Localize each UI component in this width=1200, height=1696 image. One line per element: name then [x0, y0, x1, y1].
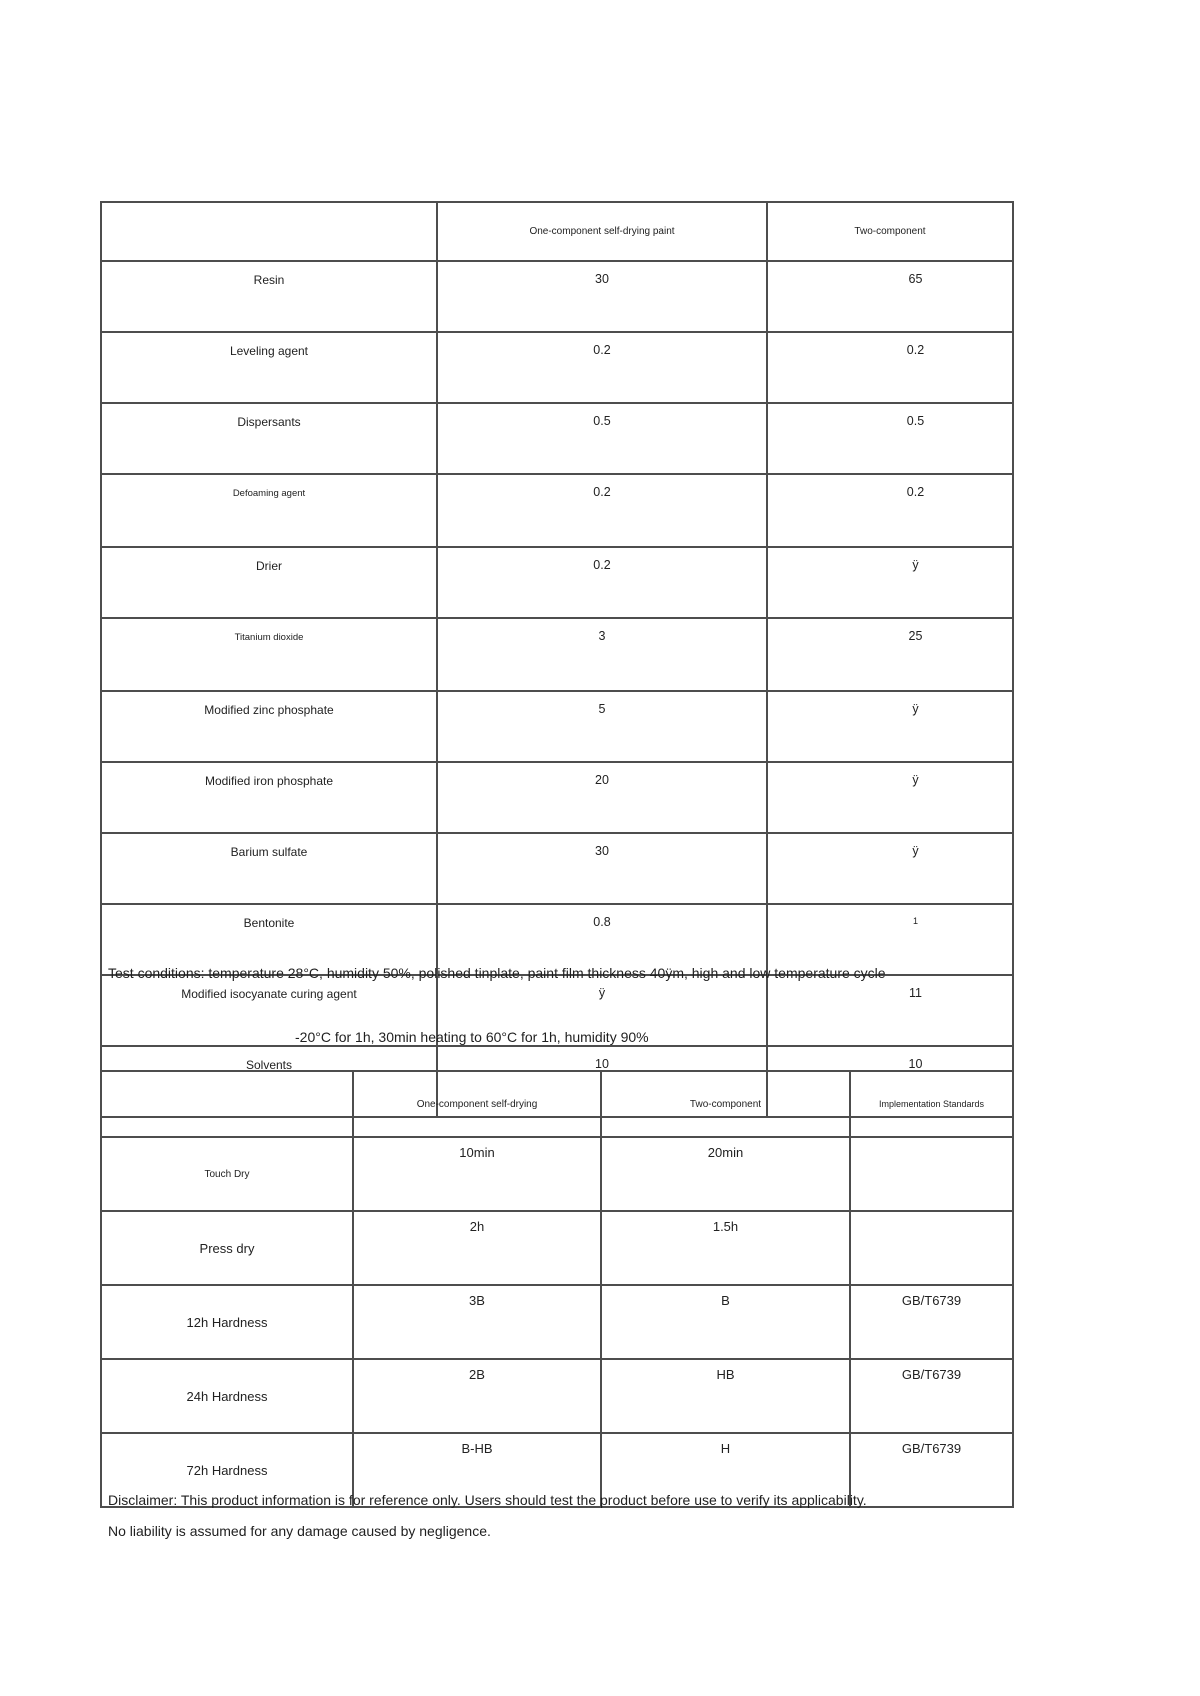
one-component-value: 30 [437, 833, 767, 904]
test-conditions-line1: Test conditions: temperature 28°C, humidity 50%, polished tinplate, paint film thickness 40ÿm, high and low temperature cycle [108, 965, 886, 981]
two-component-value: 25 [767, 618, 1013, 691]
table-row [101, 691, 1013, 762]
one-component-value: 3 [437, 618, 767, 691]
one-component-value: ÿ [437, 975, 767, 1046]
ingredient-label: Modified zinc phosphate [101, 691, 437, 762]
two-component-value: ÿ [767, 547, 1013, 618]
two-component-value: ÿ [767, 833, 1013, 904]
two-component-value: 0.2 [767, 474, 1013, 547]
table-row [101, 547, 1013, 618]
ingredient-label: Dispersants [101, 403, 437, 474]
ingredient-label: Solvents [101, 1046, 437, 1117]
drying-header-one-component: One-component self-drying [353, 1071, 601, 1137]
two-component-value: 65 [767, 261, 1013, 332]
two-component-value: ÿ [767, 762, 1013, 833]
standard-value [850, 1137, 1013, 1211]
two-component-value: 10 [767, 1046, 1013, 1117]
two-component-value: 0.5 [767, 403, 1013, 474]
disclaimer-line2: No liability is assumed for any damage caused by negligence. [108, 1523, 491, 1539]
ingredient-label: Defoaming agent [101, 474, 437, 547]
ingredient-label: Bentonite [101, 904, 437, 975]
formulation-header-row [101, 202, 1013, 261]
one-component-value: 0.5 [437, 403, 767, 474]
disclaimer-line1: Disclaimer: This product information is for reference only. Users should test the product before use to verify its applicability. [108, 1492, 867, 1508]
one-component-value: 0.8 [437, 904, 767, 975]
ingredient-label: Modified isocyanate curing agent [101, 975, 437, 1046]
one-component-value: 30 [437, 261, 767, 332]
drying-header-row [101, 1071, 1013, 1137]
one-component-value: 0.2 [437, 474, 767, 547]
two-component-value: ÿ [767, 691, 1013, 762]
ingredient-label: Leveling agent [101, 332, 437, 403]
table-row [101, 1359, 1013, 1433]
drying-header-standards: Implementation Standards [850, 1071, 1013, 1137]
property-label: 12h Hardness [101, 1285, 353, 1359]
standard-value: GB/T6739 [850, 1433, 1013, 1507]
ingredient-label: Barium sulfate [101, 833, 437, 904]
table-row [101, 261, 1013, 332]
drying-header-blank [101, 1071, 353, 1137]
table-row [101, 403, 1013, 474]
property-label: Press dry [101, 1211, 353, 1285]
test-conditions-line2: -20°C for 1h, 30min heating to 60°C for 1h, humidity 90% [295, 1029, 649, 1045]
ingredient-label: Modified iron phosphate [101, 762, 437, 833]
drying-header-two-component: Two-component [601, 1071, 850, 1137]
table-row [101, 618, 1013, 691]
one-component-value: B-HB [353, 1433, 601, 1507]
property-label: 24h Hardness [101, 1359, 353, 1433]
ingredient-label: Drier [101, 547, 437, 618]
property-label: 72h Hardness [101, 1433, 353, 1507]
two-component-value: 1.5h [601, 1211, 850, 1285]
table-row [101, 1211, 1013, 1285]
two-component-value: 20min [601, 1137, 850, 1211]
table-row [101, 833, 1013, 904]
table-row [101, 762, 1013, 833]
two-component-value: 1 [767, 904, 1013, 975]
property-label: Touch Dry [101, 1137, 353, 1211]
one-component-value: 10 [437, 1046, 767, 1117]
formulation-header-blank [101, 202, 437, 261]
two-component-value: B [601, 1285, 850, 1359]
one-component-value: 10min [353, 1137, 601, 1211]
two-component-value: HB [601, 1359, 850, 1433]
one-component-value: 0.2 [437, 332, 767, 403]
one-component-value: 20 [437, 762, 767, 833]
table-row [101, 474, 1013, 547]
standard-value [850, 1211, 1013, 1285]
one-component-value: 2h [353, 1211, 601, 1285]
ingredient-label: Titanium dioxide [101, 618, 437, 691]
ingredient-label: Resin [101, 261, 437, 332]
table-row [101, 1285, 1013, 1359]
two-component-value: 11 [767, 975, 1013, 1046]
drying-hardness-table [100, 1070, 1014, 1508]
standard-value: GB/T6739 [850, 1359, 1013, 1433]
standard-value: GB/T6739 [850, 1285, 1013, 1359]
formulation-header-one-component: One-component self-drying paint [437, 202, 767, 261]
one-component-value: 2B [353, 1359, 601, 1433]
two-component-value: 0.2 [767, 332, 1013, 403]
one-component-value: 3B [353, 1285, 601, 1359]
one-component-value: 5 [437, 691, 767, 762]
formulation-header-two-component: Two-component [767, 202, 1013, 261]
one-component-value: 0.2 [437, 547, 767, 618]
table-row [101, 332, 1013, 403]
table-row [101, 1137, 1013, 1211]
two-component-value: H [601, 1433, 850, 1507]
